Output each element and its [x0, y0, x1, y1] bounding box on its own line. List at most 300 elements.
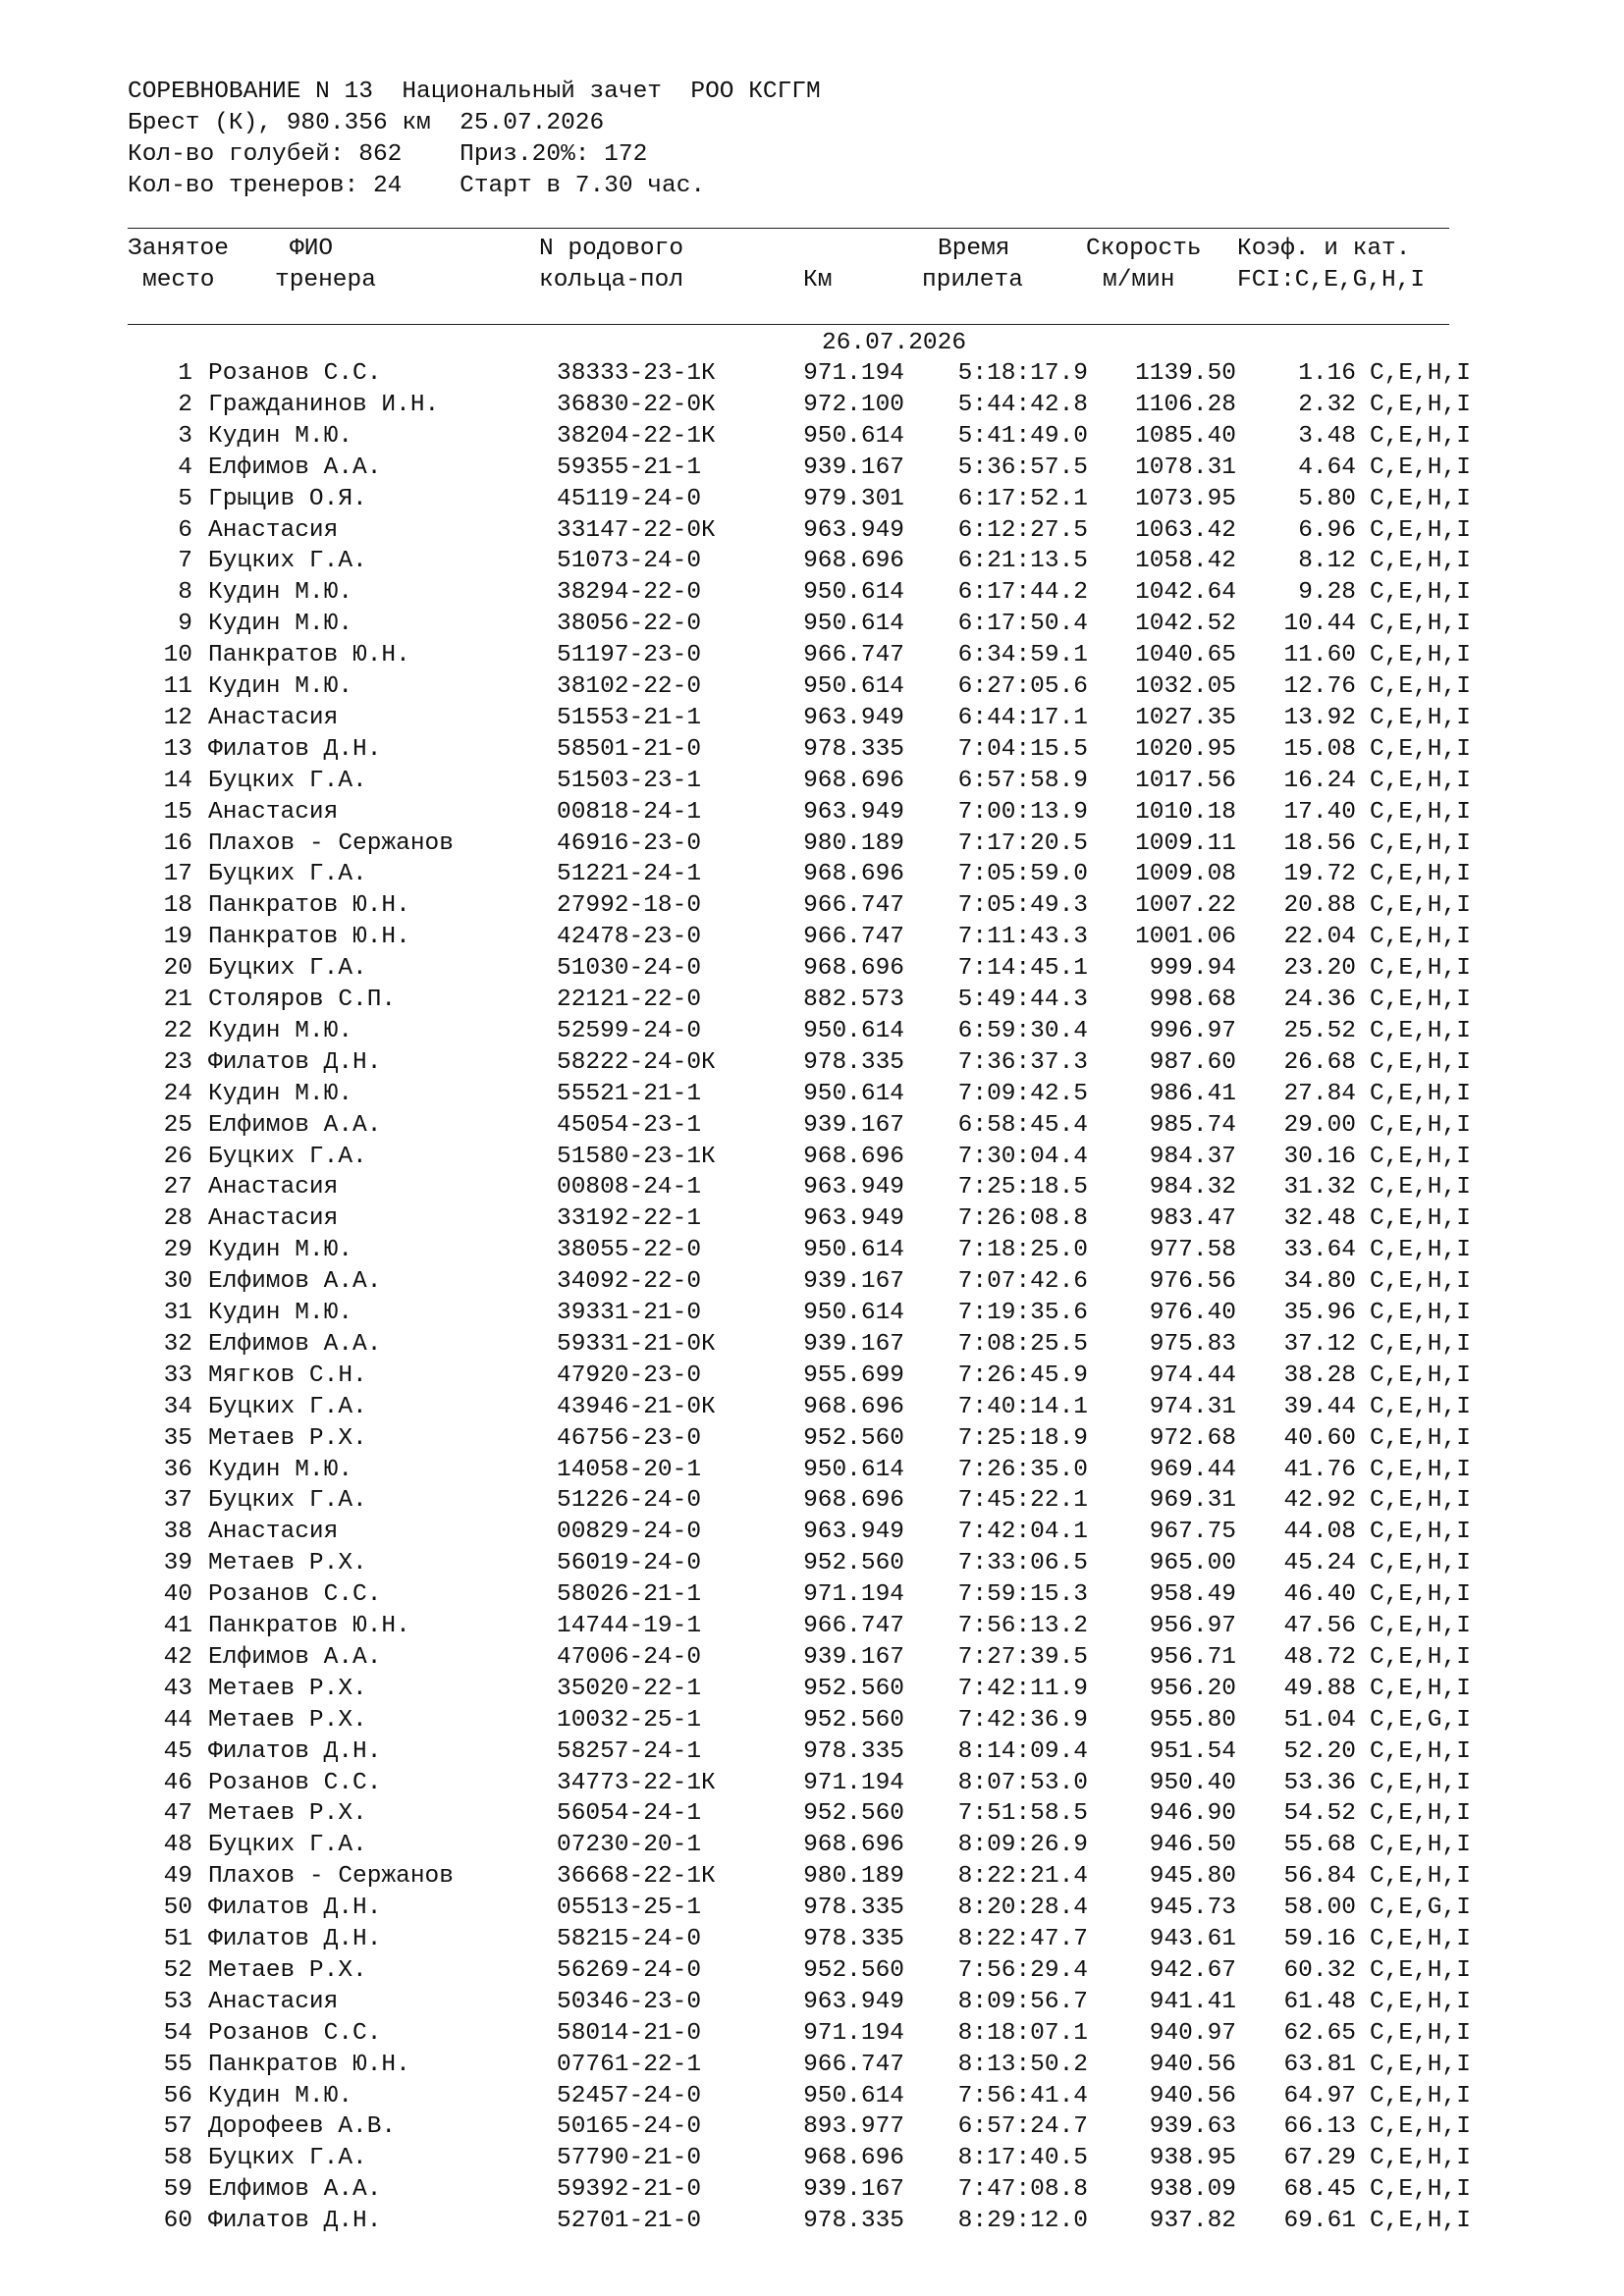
- place-cell: 22: [163, 1017, 192, 1044]
- place-cell: 37: [163, 1487, 192, 1515]
- trainer-name-cell: Метаев Р.Х.: [208, 1550, 367, 1577]
- category-cell: C,E,H,I: [1370, 1487, 1471, 1515]
- coefficient-cell: 30.16: [1283, 1143, 1356, 1170]
- trainer-name-cell: Анастасия: [208, 1174, 339, 1201]
- speed-cell: 1063.42: [1135, 516, 1236, 544]
- category-cell: C,E,H,I: [1370, 767, 1471, 794]
- category-cell: C,E,H,I: [1370, 829, 1471, 857]
- coefficient-cell: 5.80: [1298, 485, 1356, 512]
- trainer-name-cell: Анастасия: [208, 1519, 339, 1546]
- coefficient-cell: 19.72: [1283, 861, 1356, 888]
- ring-number-cell: 50165-24-0: [557, 2113, 702, 2141]
- distance-cell: 968.696: [803, 1832, 904, 1859]
- coefficient-cell: 60.32: [1283, 1956, 1356, 1984]
- speed-cell: 1042.64: [1135, 579, 1236, 607]
- category-cell: C,E,H,I: [1370, 1643, 1471, 1671]
- trainer-name-cell: Столяров С.П.: [208, 987, 397, 1013]
- coefficient-cell: 15.08: [1283, 735, 1356, 763]
- speed-cell: 999.94: [1149, 955, 1236, 983]
- distance-cell: 950.614: [803, 1456, 904, 1483]
- trainer-name-cell: Розанов С.С.: [208, 360, 382, 387]
- category-cell: C,E,H,I: [1370, 1956, 1471, 1984]
- arrival-time-cell: 7:47:08.8: [957, 2176, 1088, 2204]
- category-cell: C,E,H,I: [1370, 861, 1471, 888]
- trainer-name-cell: Панкратов Ю.Н.: [208, 924, 410, 951]
- ring-number-cell: 39331-21-0: [557, 1300, 702, 1326]
- speed-cell: 986.41: [1149, 1080, 1236, 1107]
- col-ring-label-1: N родового: [539, 236, 684, 262]
- category-cell: C,E,H,I: [1370, 1268, 1471, 1296]
- category-cell: C,E,G,I: [1370, 1895, 1471, 1922]
- trainer-name-cell: Елфимов А.А.: [208, 454, 382, 481]
- coefficient-cell: 53.36: [1283, 1769, 1356, 1796]
- speed-cell: 998.68: [1149, 987, 1236, 1013]
- distance-cell: 950.614: [803, 579, 904, 607]
- trainer-name-cell: Елфимов А.А.: [208, 2176, 382, 2204]
- speed-cell: 1020.95: [1135, 735, 1236, 763]
- table-header-rule: [128, 324, 1449, 325]
- trainer-name-cell: Розанов С.С.: [208, 1769, 382, 1796]
- distance-cell: 963.949: [803, 1988, 904, 2015]
- distance-cell: 950.614: [803, 2082, 904, 2109]
- col-speed-label-2: м/мин: [1103, 267, 1175, 294]
- place-cell: 33: [163, 1362, 192, 1389]
- place-cell: 42: [163, 1643, 192, 1671]
- col-ring-label-2: кольца-пол: [539, 267, 684, 294]
- ring-number-cell: 33192-22-1: [557, 1205, 702, 1233]
- distance-cell: 963.949: [803, 798, 904, 826]
- ring-number-cell: 59331-21-0К: [557, 1330, 716, 1358]
- distance-cell: 966.747: [803, 924, 904, 951]
- speed-cell: 1042.52: [1135, 611, 1236, 638]
- place-cell: 47: [163, 1800, 192, 1828]
- ring-number-cell: 34773-22-1К: [557, 1769, 716, 1796]
- speed-cell: 937.82: [1149, 2208, 1236, 2235]
- distance-cell: 963.949: [803, 704, 904, 731]
- arrival-time-cell: 6:12:27.5: [957, 516, 1088, 544]
- place-cell: 38: [163, 1519, 192, 1546]
- arrival-time-cell: 8:29:12.0: [957, 2208, 1088, 2235]
- arrival-time-cell: 7:04:15.5: [957, 735, 1088, 763]
- arrival-time-cell: 7:59:15.3: [957, 1581, 1088, 1609]
- distance-cell: 950.614: [803, 1080, 904, 1107]
- distance-cell: 963.949: [803, 1174, 904, 1201]
- speed-cell: 940.56: [1149, 2051, 1236, 2078]
- header-location-line: Брест (К), 980.356 км 25.07.2026: [128, 110, 605, 136]
- arrival-time-cell: 7:25:18.5: [957, 1174, 1088, 1201]
- arrival-time-cell: 6:44:17.1: [957, 704, 1088, 731]
- coefficient-cell: 42.92: [1283, 1487, 1356, 1515]
- ring-number-cell: 50346-23-0: [557, 1988, 702, 2015]
- category-cell: C,E,H,I: [1370, 798, 1471, 826]
- trainer-name-cell: Буцких Г.А.: [208, 955, 367, 983]
- category-cell: C,E,H,I: [1370, 1988, 1471, 2015]
- distance-cell: 950.614: [803, 673, 904, 700]
- speed-cell: 950.40: [1149, 1769, 1236, 1796]
- distance-cell: 971.194: [803, 2019, 904, 2047]
- speed-cell: 958.49: [1149, 1581, 1236, 1609]
- distance-cell: 939.167: [803, 1643, 904, 1671]
- distance-cell: 978.335: [803, 1048, 904, 1076]
- category-cell: C,E,H,I: [1370, 1174, 1471, 1201]
- place-cell: 7: [178, 548, 192, 575]
- place-cell: 53: [163, 1988, 192, 2015]
- place-cell: 55: [163, 2051, 192, 2078]
- coefficient-cell: 13.92: [1283, 704, 1356, 731]
- coefficient-cell: 38.28: [1283, 1362, 1356, 1389]
- distance-cell: 968.696: [803, 2145, 904, 2172]
- header-trainers-line: Кол-во тренеров: 24 Старт в 7.30 час.: [128, 173, 706, 199]
- ring-number-cell: 51030-24-0: [557, 955, 702, 983]
- ring-number-cell: 58257-24-1: [557, 1737, 702, 1765]
- category-cell: C,E,H,I: [1370, 1393, 1471, 1420]
- place-cell: 40: [163, 1581, 192, 1609]
- speed-cell: 939.63: [1149, 2113, 1236, 2141]
- place-cell: 8: [178, 579, 192, 607]
- distance-cell: 952.560: [803, 1424, 904, 1452]
- header-pigeons-line: Кол-во голубей: 862 Приз.20%: 172: [128, 141, 648, 168]
- category-cell: C,E,H,I: [1370, 2113, 1471, 2141]
- place-cell: 45: [163, 1737, 192, 1765]
- speed-cell: 1007.22: [1135, 892, 1236, 920]
- arrival-time-cell: 6:17:44.2: [957, 579, 1088, 607]
- category-cell: C,E,H,I: [1370, 1237, 1471, 1264]
- ring-number-cell: 45054-23-1: [557, 1111, 702, 1139]
- ring-number-cell: 51197-23-0: [557, 642, 702, 669]
- coefficient-cell: 52.20: [1283, 1737, 1356, 1765]
- coefficient-cell: 59.16: [1283, 1926, 1356, 1952]
- coefficient-cell: 23.20: [1283, 955, 1356, 983]
- arrival-time-cell: 6:57:24.7: [957, 2113, 1088, 2141]
- arrival-time-cell: 5:36:57.5: [957, 454, 1088, 481]
- arrival-time-cell: 7:56:29.4: [957, 1956, 1088, 1984]
- distance-cell: 971.194: [803, 1581, 904, 1609]
- distance-cell: 966.747: [803, 1613, 904, 1639]
- ring-number-cell: 58026-21-1: [557, 1581, 702, 1609]
- arrival-time-cell: 8:20:28.4: [957, 1895, 1088, 1922]
- place-cell: 52: [163, 1956, 192, 1984]
- ring-number-cell: 42478-23-0: [557, 924, 702, 951]
- arrival-time-cell: 8:14:09.4: [957, 1737, 1088, 1765]
- ring-number-cell: 51221-24-1: [557, 861, 702, 888]
- coefficient-cell: 48.72: [1283, 1643, 1356, 1671]
- distance-cell: 939.167: [803, 1268, 904, 1296]
- ring-number-cell: 00808-24-1: [557, 1174, 702, 1201]
- speed-cell: 955.80: [1149, 1706, 1236, 1734]
- place-cell: 15: [163, 798, 192, 826]
- speed-cell: 987.60: [1149, 1048, 1236, 1076]
- coefficient-cell: 51.04: [1283, 1706, 1356, 1734]
- trainer-name-cell: Филатов Д.Н.: [208, 1926, 382, 1952]
- trainer-name-cell: Буцких Г.А.: [208, 1393, 367, 1420]
- trainer-name-cell: Метаев Р.Х.: [208, 1706, 367, 1734]
- ring-number-cell: 38204-22-1К: [557, 422, 716, 450]
- col-name-label-2: тренера: [275, 267, 376, 294]
- place-cell: 60: [163, 2208, 192, 2235]
- ring-number-cell: 58215-24-0: [557, 1926, 702, 1952]
- distance-cell: 966.747: [803, 892, 904, 920]
- distance-cell: 980.189: [803, 1863, 904, 1891]
- arrival-time-cell: 6:17:52.1: [957, 485, 1088, 512]
- coefficient-cell: 6.96: [1298, 516, 1356, 544]
- distance-cell: 955.699: [803, 1362, 904, 1389]
- header-competition-line: СОРЕВНОВАНИЕ N 13 Национальный зачет РОО КСГГМ: [128, 79, 821, 105]
- trainer-name-cell: Анастасия: [208, 1988, 339, 2015]
- speed-cell: 974.44: [1149, 1362, 1236, 1389]
- speed-cell: 1078.31: [1135, 454, 1236, 481]
- arrival-time-cell: 8:09:56.7: [957, 1988, 1088, 2015]
- coefficient-cell: 63.81: [1283, 2051, 1356, 2078]
- speed-cell: 1017.56: [1135, 767, 1236, 794]
- col-time-label-2: прилета: [922, 267, 1023, 294]
- ring-number-cell: 55521-21-1: [557, 1080, 702, 1107]
- coefficient-cell: 11.60: [1283, 642, 1356, 669]
- place-cell: 51: [163, 1926, 192, 1952]
- speed-cell: 972.68: [1149, 1424, 1236, 1452]
- trainer-name-cell: Буцких Г.А.: [208, 548, 367, 575]
- trainer-name-cell: Метаев Р.Х.: [208, 1424, 367, 1452]
- coefficient-cell: 4.64: [1298, 454, 1356, 481]
- trainer-name-cell: Буцких Г.А.: [208, 1143, 367, 1170]
- coefficient-cell: 68.45: [1283, 2176, 1356, 2204]
- speed-cell: 969.44: [1149, 1456, 1236, 1483]
- category-cell: C,E,H,I: [1370, 1143, 1471, 1170]
- trainer-name-cell: Кудин М.Ю.: [208, 1017, 353, 1044]
- speed-cell: 956.97: [1149, 1613, 1236, 1639]
- ring-number-cell: 52599-24-0: [557, 1017, 702, 1044]
- trainer-name-cell: Розанов С.С.: [208, 1581, 382, 1609]
- trainer-name-cell: Филатов Д.Н.: [208, 1048, 382, 1076]
- trainer-name-cell: Анастасия: [208, 516, 339, 544]
- coefficient-cell: 2.32: [1298, 391, 1356, 418]
- category-cell: C,E,H,I: [1370, 1769, 1471, 1796]
- arrival-time-cell: 6:57:58.9: [957, 767, 1088, 794]
- trainer-name-cell: Гражданинов И.Н.: [208, 391, 440, 418]
- coefficient-cell: 64.97: [1283, 2082, 1356, 2109]
- speed-cell: 969.31: [1149, 1487, 1236, 1515]
- arrival-time-cell: 6:34:59.1: [957, 642, 1088, 669]
- ring-number-cell: 38055-22-0: [557, 1237, 702, 1264]
- trainer-name-cell: Буцких Г.А.: [208, 861, 367, 888]
- place-cell: 4: [178, 454, 192, 481]
- trainer-name-cell: Грыцив О.Я.: [208, 485, 367, 512]
- place-cell: 1: [178, 360, 192, 387]
- speed-cell: 1009.08: [1135, 861, 1236, 888]
- distance-cell: 952.560: [803, 1956, 904, 1984]
- col-coef-label-1: Коэф. и кат.: [1237, 236, 1411, 262]
- category-cell: C,E,H,I: [1370, 1456, 1471, 1483]
- trainer-name-cell: Филатов Д.Н.: [208, 2208, 382, 2235]
- category-cell: C,E,H,I: [1370, 1300, 1471, 1326]
- category-cell: C,E,H,I: [1370, 2019, 1471, 2047]
- flight-date: 26.07.2026: [822, 330, 967, 356]
- coefficient-cell: 32.48: [1283, 1205, 1356, 1233]
- distance-cell: 939.167: [803, 454, 904, 481]
- ring-number-cell: 56269-24-0: [557, 1956, 702, 1984]
- coefficient-cell: 66.13: [1283, 2113, 1356, 2141]
- arrival-time-cell: 7:26:08.8: [957, 1205, 1088, 1233]
- distance-cell: 963.949: [803, 1519, 904, 1546]
- distance-cell: 980.189: [803, 829, 904, 857]
- category-cell: C,E,H,I: [1370, 1424, 1471, 1452]
- ring-number-cell: 51503-23-1: [557, 767, 702, 794]
- place-cell: 17: [163, 861, 192, 888]
- place-cell: 23: [163, 1048, 192, 1076]
- coefficient-cell: 40.60: [1283, 1424, 1356, 1452]
- distance-cell: 978.335: [803, 2208, 904, 2235]
- arrival-time-cell: 8:22:21.4: [957, 1863, 1088, 1891]
- speed-cell: 938.95: [1149, 2145, 1236, 2172]
- distance-cell: 882.573: [803, 987, 904, 1013]
- ring-number-cell: 07761-22-1: [557, 2051, 702, 2078]
- trainer-name-cell: Розанов С.С.: [208, 2019, 382, 2047]
- coefficient-cell: 9.28: [1298, 579, 1356, 607]
- speed-cell: 967.75: [1149, 1519, 1236, 1546]
- place-cell: 24: [163, 1080, 192, 1107]
- coefficient-cell: 17.40: [1283, 798, 1356, 826]
- coefficient-cell: 10.44: [1283, 611, 1356, 638]
- place-cell: 31: [163, 1300, 192, 1326]
- coefficient-cell: 67.29: [1283, 2145, 1356, 2172]
- speed-cell: 943.61: [1149, 1926, 1236, 1952]
- place-cell: 25: [163, 1111, 192, 1139]
- coefficient-cell: 16.24: [1283, 767, 1356, 794]
- ring-number-cell: 14058-20-1: [557, 1456, 702, 1483]
- place-cell: 50: [163, 1895, 192, 1922]
- speed-cell: 976.56: [1149, 1268, 1236, 1296]
- ring-number-cell: 56019-24-0: [557, 1550, 702, 1577]
- category-cell: C,E,H,I: [1370, 924, 1471, 951]
- ring-number-cell: 52701-21-0: [557, 2208, 702, 2235]
- arrival-time-cell: 6:21:13.5: [957, 548, 1088, 575]
- category-cell: C,E,H,I: [1370, 1581, 1471, 1609]
- ring-number-cell: 10032-25-1: [557, 1706, 702, 1734]
- place-cell: 10: [163, 642, 192, 669]
- ring-number-cell: 38294-22-0: [557, 579, 702, 607]
- trainer-name-cell: Кудин М.Ю.: [208, 611, 353, 638]
- coefficient-cell: 55.68: [1283, 1832, 1356, 1859]
- place-cell: 57: [163, 2113, 192, 2141]
- place-cell: 39: [163, 1550, 192, 1577]
- arrival-time-cell: 5:18:17.9: [957, 360, 1088, 387]
- speed-cell: 956.71: [1149, 1643, 1236, 1671]
- trainer-name-cell: Метаев Р.Х.: [208, 1956, 367, 1984]
- trainer-name-cell: Кудин М.Ю.: [208, 422, 353, 450]
- arrival-time-cell: 5:49:44.3: [957, 987, 1088, 1013]
- arrival-time-cell: 7:08:25.5: [957, 1330, 1088, 1358]
- speed-cell: 976.40: [1149, 1300, 1236, 1326]
- distance-cell: 978.335: [803, 1737, 904, 1765]
- arrival-time-cell: 7:05:49.3: [957, 892, 1088, 920]
- arrival-time-cell: 7:00:13.9: [957, 798, 1088, 826]
- coefficient-cell: 47.56: [1283, 1613, 1356, 1639]
- ring-number-cell: 57790-21-0: [557, 2145, 702, 2172]
- coefficient-cell: 54.52: [1283, 1800, 1356, 1828]
- speed-cell: 1073.95: [1135, 485, 1236, 512]
- arrival-time-cell: 7:45:22.1: [957, 1487, 1088, 1515]
- arrival-time-cell: 7:30:04.4: [957, 1143, 1088, 1170]
- trainer-name-cell: Кудин М.Ю.: [208, 579, 353, 607]
- speed-cell: 984.37: [1149, 1143, 1236, 1170]
- arrival-time-cell: 7:19:35.6: [957, 1300, 1088, 1326]
- arrival-time-cell: 6:17:50.4: [957, 611, 1088, 638]
- coefficient-cell: 20.88: [1283, 892, 1356, 920]
- distance-cell: 971.194: [803, 1769, 904, 1796]
- trainer-name-cell: Елфимов А.А.: [208, 1268, 382, 1296]
- ring-number-cell: 51580-23-1К: [557, 1143, 716, 1170]
- speed-cell: 1139.50: [1135, 360, 1236, 387]
- place-cell: 27: [163, 1174, 192, 1201]
- arrival-time-cell: 5:44:42.8: [957, 391, 1088, 418]
- ring-number-cell: 59392-21-0: [557, 2176, 702, 2204]
- category-cell: C,E,H,I: [1370, 1926, 1471, 1952]
- category-cell: C,E,H,I: [1370, 2176, 1471, 2204]
- trainer-name-cell: Филатов Д.Н.: [208, 1895, 382, 1922]
- speed-cell: 977.58: [1149, 1237, 1236, 1264]
- ring-number-cell: 36668-22-1К: [557, 1863, 716, 1891]
- place-cell: 14: [163, 767, 192, 794]
- speed-cell: 1106.28: [1135, 391, 1236, 418]
- ring-number-cell: 38102-22-0: [557, 673, 702, 700]
- place-cell: 35: [163, 1424, 192, 1452]
- category-cell: C,E,H,I: [1370, 2208, 1471, 2235]
- arrival-time-cell: 7:42:04.1: [957, 1519, 1088, 1546]
- distance-cell: 950.614: [803, 422, 904, 450]
- trainer-name-cell: Анастасия: [208, 704, 339, 731]
- speed-cell: 942.67: [1149, 1956, 1236, 1984]
- trainer-name-cell: Буцких Г.А.: [208, 767, 367, 794]
- trainer-name-cell: Филатов Д.Н.: [208, 735, 382, 763]
- trainer-name-cell: Плахов - Сержанов: [208, 829, 454, 857]
- arrival-time-cell: 7:05:59.0: [957, 861, 1088, 888]
- category-cell: C,E,G,I: [1370, 1706, 1471, 1734]
- coefficient-cell: 3.48: [1298, 422, 1356, 450]
- category-cell: C,E,H,I: [1370, 579, 1471, 607]
- place-cell: 2: [178, 391, 192, 418]
- speed-cell: 984.32: [1149, 1174, 1236, 1201]
- category-cell: C,E,H,I: [1370, 516, 1471, 544]
- category-cell: C,E,H,I: [1370, 2051, 1471, 2078]
- arrival-time-cell: 7:36:37.3: [957, 1048, 1088, 1076]
- ring-number-cell: 46756-23-0: [557, 1424, 702, 1452]
- trainer-name-cell: Филатов Д.Н.: [208, 1737, 382, 1765]
- category-cell: C,E,H,I: [1370, 2082, 1471, 2109]
- distance-cell: 939.167: [803, 1111, 904, 1139]
- trainer-name-cell: Панкратов Ю.Н.: [208, 1613, 410, 1639]
- coefficient-cell: 45.24: [1283, 1550, 1356, 1577]
- category-cell: C,E,H,I: [1370, 2145, 1471, 2172]
- arrival-time-cell: 7:40:14.1: [957, 1393, 1088, 1420]
- trainer-name-cell: Дорофеев А.В.: [208, 2113, 397, 2141]
- speed-cell: 1032.05: [1135, 673, 1236, 700]
- distance-cell: 978.335: [803, 1895, 904, 1922]
- arrival-time-cell: 7:17:20.5: [957, 829, 1088, 857]
- coefficient-cell: 61.48: [1283, 1988, 1356, 2015]
- arrival-time-cell: 7:18:25.0: [957, 1237, 1088, 1264]
- ring-number-cell: 59355-21-1: [557, 454, 702, 481]
- arrival-time-cell: 7:26:35.0: [957, 1456, 1088, 1483]
- speed-cell: 946.50: [1149, 1832, 1236, 1859]
- coefficient-cell: 25.52: [1283, 1017, 1356, 1044]
- speed-cell: 938.09: [1149, 2176, 1236, 2204]
- arrival-time-cell: 7:42:36.9: [957, 1706, 1088, 1734]
- col-place-label-2: место: [142, 267, 215, 294]
- distance-cell: 978.335: [803, 735, 904, 763]
- arrival-time-cell: 8:22:47.7: [957, 1926, 1088, 1952]
- coefficient-cell: 1.16: [1298, 360, 1356, 387]
- arrival-time-cell: 7:27:39.5: [957, 1643, 1088, 1671]
- coefficient-cell: 34.80: [1283, 1268, 1356, 1296]
